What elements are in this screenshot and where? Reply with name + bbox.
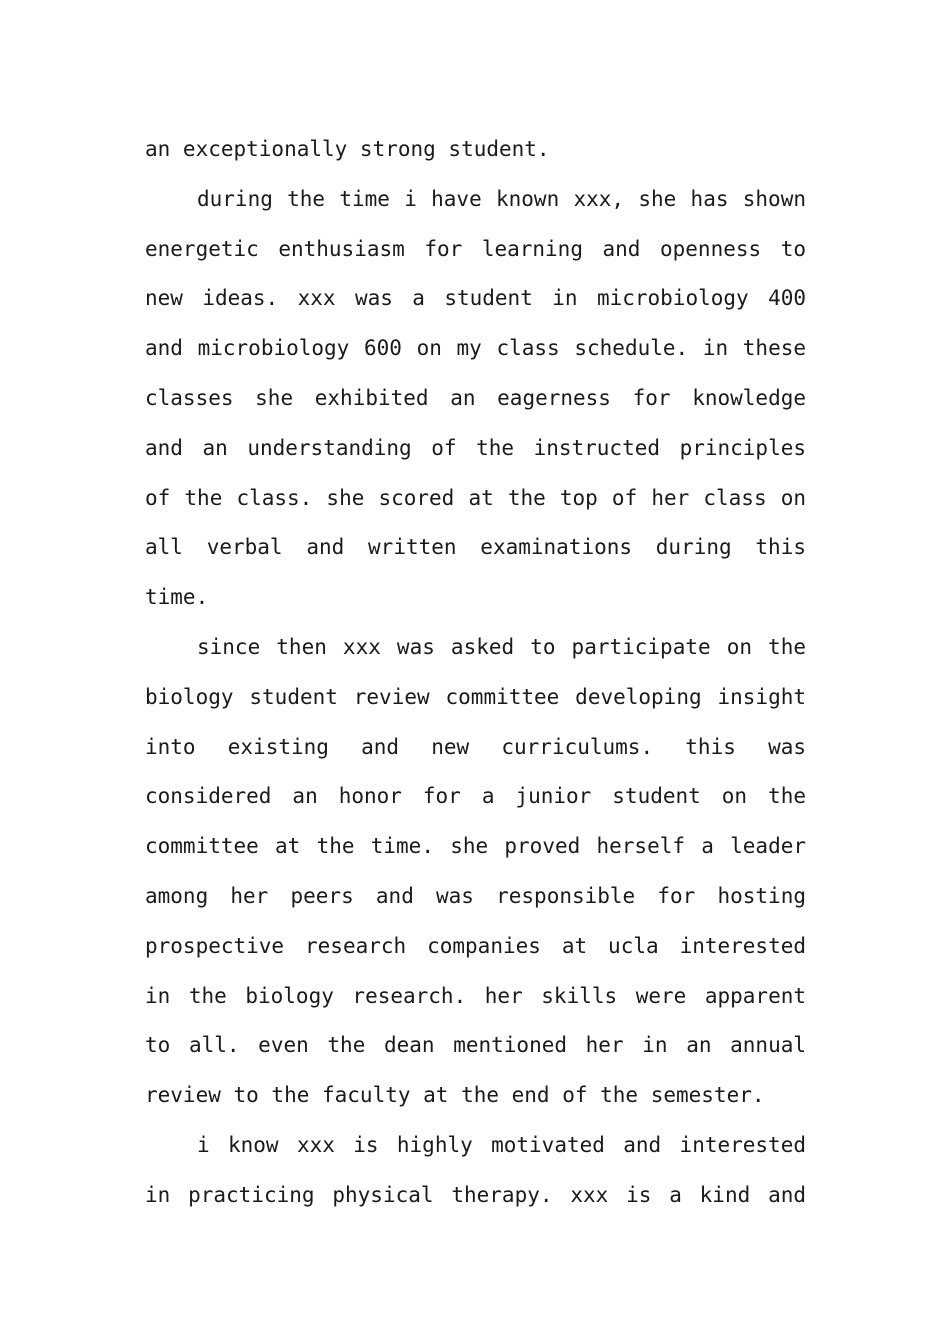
text-line: committee at the time. she proved herself a leader xyxy=(145,834,806,859)
text-line: prospective research companies at ucla interested xyxy=(145,933,806,958)
text-line: into existing and new curriculums. this was xyxy=(145,734,806,759)
text-line: considered an honor for a junior student on the xyxy=(145,784,806,809)
text-line: in the biology research. her skills were apparent xyxy=(145,983,806,1008)
text-line: classes she exhibited an eagerness for knowledge xyxy=(145,385,806,410)
text-line: and an understanding of the instructed principles xyxy=(145,435,806,460)
paragraph-start-line: since then xxx was asked to participate on the xyxy=(197,634,806,659)
text-line: time. xyxy=(145,585,209,610)
text-line: energetic enthusiasm for learning and openness to xyxy=(145,236,806,261)
text-line: to all. even the dean mentioned her in an annual xyxy=(145,1033,806,1058)
text-line: review to the faculty at the end of the semester. xyxy=(145,1083,765,1108)
text-line: among her peers and was responsible for hosting xyxy=(145,883,806,908)
text-line: new ideas. xxx was a student in microbiology 400 xyxy=(145,286,806,311)
text-line: biology student review committee developing insight xyxy=(145,684,806,709)
text-line: and microbiology 600 on my class schedule. in these xyxy=(145,336,806,361)
text-line: in practicing physical therapy. xxx is a kind and xyxy=(145,1182,806,1207)
text-line: all verbal and written examinations during this xyxy=(145,535,806,560)
text-line: an exceptionally strong student. xyxy=(145,137,550,161)
text-line: of the class. she scored at the top of her class on xyxy=(145,485,806,510)
letter-body xyxy=(145,125,806,1221)
paragraph-start-line: during the time i have known xxx, she has shown xyxy=(197,186,806,211)
paragraph-start-line: i know xxx is highly motivated and interested xyxy=(197,1132,806,1157)
